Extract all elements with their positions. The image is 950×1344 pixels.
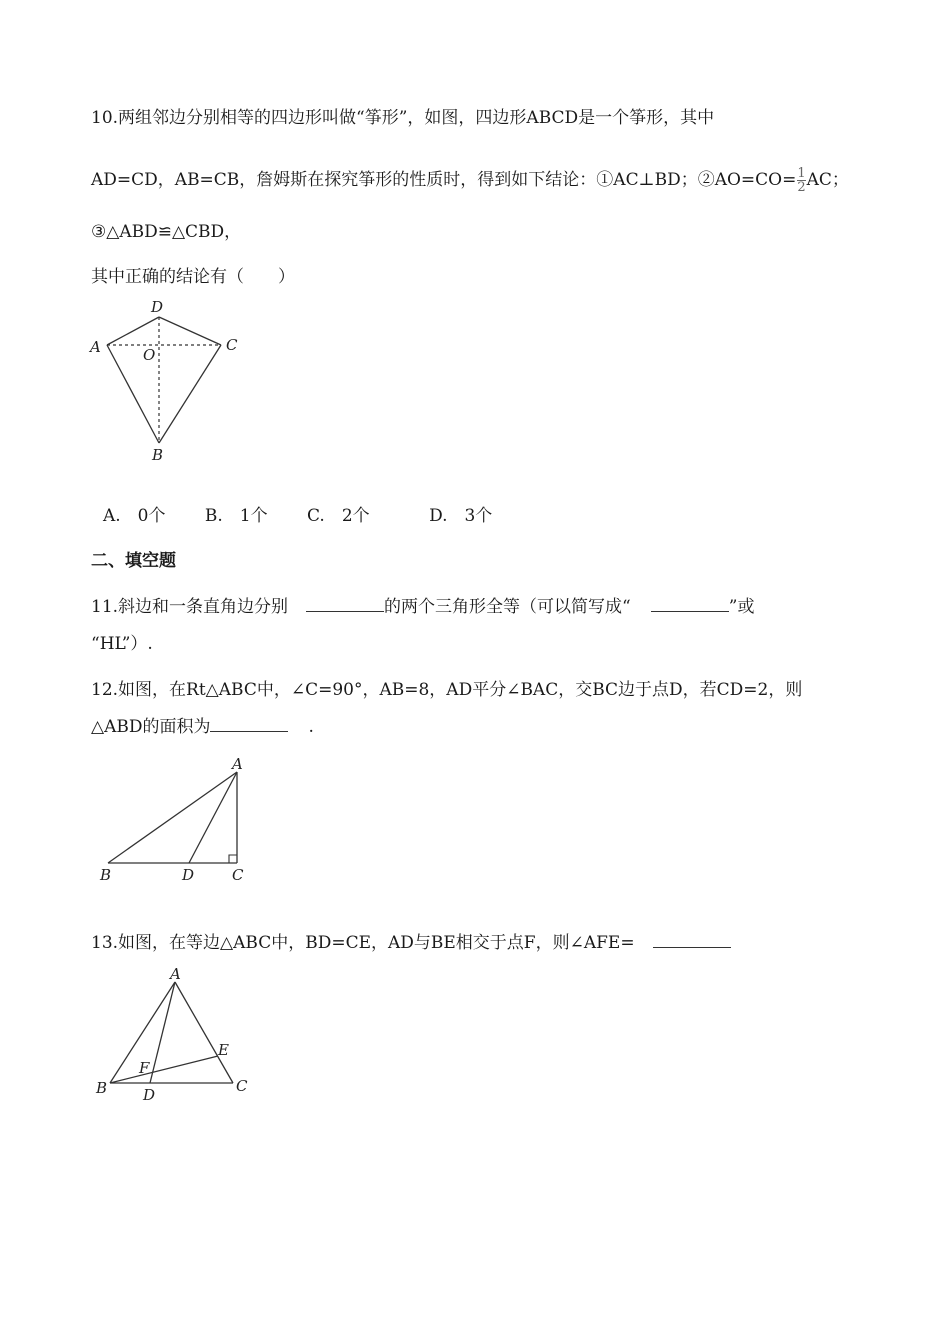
q12-answer-blank[interactable] (210, 713, 288, 732)
fraction-denominator: 2 (797, 180, 806, 195)
eq-label-a: A (170, 965, 181, 983)
q12-line1: 12.如图，在Rt△ABC中，∠C=90°，AB=8，AD平分∠BAC，交BC边于点D，若CD=2，则 (91, 680, 803, 700)
q11-text1: 11.斜边和一条直角边分别 (91, 597, 289, 617)
q11-text3: ”或 (728, 597, 755, 617)
q12-line2 (91, 712, 314, 737)
kite-label-d: D (151, 298, 164, 316)
eq-label-d: D (143, 1086, 156, 1104)
option-c[interactable]: C. 2个 (307, 506, 370, 526)
right-angle-mark (229, 855, 237, 863)
q10-line1: 10.两组邻边分别相等的四边形叫做“筝形”，如图，四边形ABCD是一个筝形，其中 (91, 108, 715, 128)
q10-line4: 其中正确的结论有（ ） (91, 267, 295, 287)
q10-options (103, 501, 526, 526)
q12-line2-pre: △ABD的面积为 (91, 717, 211, 737)
fraction-numerator: 1 (797, 166, 806, 181)
q10-line2 (91, 165, 849, 194)
kite-label-a: A (90, 338, 101, 356)
q12-line2-post: . (308, 717, 314, 737)
q11-blank-2[interactable] (651, 593, 729, 612)
kite-label-o: O (143, 346, 156, 364)
section-heading: 二、填空题 (91, 551, 176, 571)
eq-label-b: B (96, 1079, 108, 1097)
q10-line2-post: AC； (806, 170, 849, 190)
q10-line2-pre: AD=CD，AB=CB，詹姆斯在探究筝形的性质时，得到如下结论：①AC⊥BD；②AO=CO= (91, 170, 797, 190)
tri-label-b: B (100, 866, 112, 884)
segment-be (110, 1056, 218, 1083)
q11-text2: 的两个三角形全等（可以简写成“ (384, 597, 631, 617)
half-fraction (797, 167, 805, 194)
q13-answer-blank[interactable] (653, 929, 731, 948)
eq-label-e: E (218, 1041, 229, 1059)
q11-line2: “HL”）. (91, 634, 153, 654)
right-triangle-figure (96, 752, 266, 887)
kite-figure (86, 295, 256, 465)
eq-label-c: C (236, 1077, 248, 1095)
q10-line3: ③△ABD≌△CBD， (91, 222, 242, 242)
q13-text: 13.如图，在等边△ABC中，BD=CE，AD与BE相交于点F，则∠AFE= (91, 933, 635, 953)
q11-line1 (91, 592, 754, 617)
triangle-hypotenuse-ab (108, 772, 237, 863)
option-a[interactable]: A. 0个 (103, 506, 166, 526)
kite-edge-dc (159, 317, 221, 345)
kite-label-c: C (226, 336, 238, 354)
q13-line1 (91, 928, 731, 953)
tri-label-c: C (232, 866, 244, 884)
tri-label-d: D (182, 866, 195, 884)
option-b[interactable]: B. 1个 (204, 506, 268, 526)
equilateral-triangle-figure (90, 962, 270, 1107)
kite-edge-ad (107, 317, 159, 345)
q11-blank-1[interactable] (306, 593, 384, 612)
eq-label-f: F (139, 1059, 150, 1077)
kite-edge-cb (159, 345, 221, 443)
bisector-ad (189, 772, 237, 863)
option-d[interactable]: D. 3个 (429, 506, 493, 526)
kite-label-b: B (152, 446, 164, 464)
eq-side-ac (175, 982, 233, 1083)
tri-label-a: A (232, 755, 243, 773)
